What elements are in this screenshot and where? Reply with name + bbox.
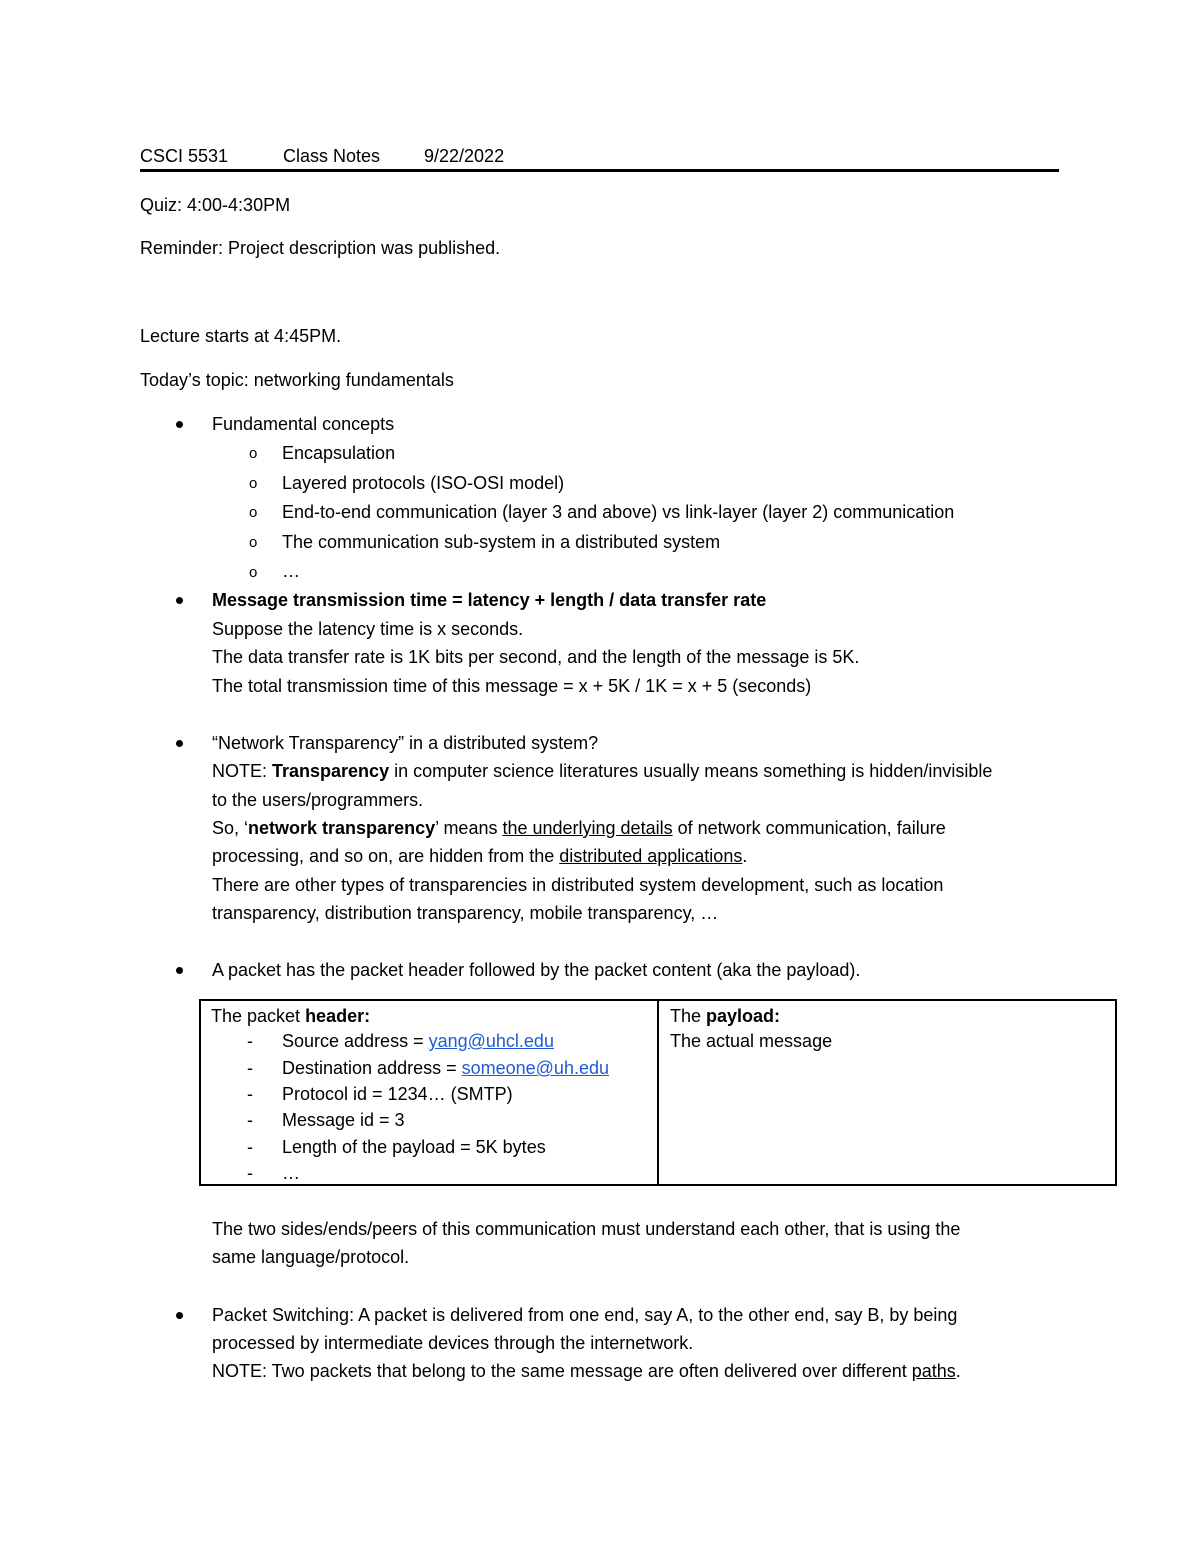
- doc-title: Class Notes: [283, 146, 381, 166]
- packet-after: The two sides/ends/peers of this communication must understand each other, that is using the: [212, 1219, 961, 1239]
- packet-header-label: The packet header:: [211, 1006, 371, 1026]
- dash-marker: -: [247, 1163, 253, 1183]
- payload-length: Length of the payload = 5K bytes: [282, 1137, 546, 1157]
- protocol-id: Protocol id = 1234… (SMTP): [282, 1084, 513, 1104]
- payload-description: The actual message: [670, 1031, 833, 1051]
- sub-bullet-icon: o: [249, 534, 258, 551]
- concept-item: End-to-end communication (layer 3 and above) vs link-layer (layer 2) communication: [282, 502, 955, 522]
- bullet-icon: [176, 740, 183, 747]
- bullet-icon: [176, 967, 183, 974]
- more-fields: …: [282, 1163, 300, 1183]
- switching-note: NOTE: Two packets that belong to the same message are often delivered over different paths.: [212, 1361, 961, 1381]
- payload-label: The payload:: [670, 1006, 781, 1026]
- transmission-formula: Message transmission time = latency + length / data transfer rate: [212, 590, 767, 610]
- destination-address: Destination address = someone@uh.edu: [282, 1058, 609, 1078]
- concept-item: …: [282, 561, 300, 581]
- sub-bullet-icon: o: [249, 475, 258, 492]
- lecture-start: Lecture starts at 4:45PM.: [140, 326, 342, 346]
- transparency-note: NOTE: Transparency in computer science literatures usually means something is hidden/invisible: [212, 761, 993, 781]
- transparency-other-cont: transparency, distribution transparency, mobile transparency, …: [212, 903, 719, 923]
- sub-bullet-icon: o: [249, 564, 258, 581]
- destination-email-link[interactable]: someone@uh.edu: [461, 1058, 609, 1078]
- concept-item: Layered protocols (ISO-OSI model): [282, 473, 565, 493]
- message-id: Message id = 3: [282, 1110, 405, 1130]
- concept-item: The communication sub-system in a distributed system: [282, 532, 721, 552]
- dash-marker: -: [247, 1110, 253, 1130]
- sub-bullet-icon: o: [249, 504, 258, 521]
- dash-marker: -: [247, 1058, 253, 1078]
- transmission-line: The total transmission time of this message = x + 5K / 1K = x + 5 (seconds): [212, 676, 812, 696]
- transparency-note-cont: to the users/programmers.: [212, 790, 424, 810]
- bullet-icon: [176, 1312, 183, 1319]
- header-rule: [140, 169, 1059, 172]
- transmission-line: The data transfer rate is 1K bits per second, and the length of the message is 5K.: [212, 647, 860, 667]
- dash-marker: -: [247, 1137, 253, 1157]
- transparency-question: “Network Transparency” in a distributed system?: [212, 733, 599, 753]
- concepts-label: Fundamental concepts: [212, 414, 395, 434]
- source-address: Source address = yang@uhcl.edu: [282, 1031, 554, 1051]
- bullet-icon: [176, 597, 183, 604]
- transparency-so-cont: processing, and so on, are hidden from the distributed applications.: [212, 846, 748, 866]
- switching-line: Packet Switching: A packet is delivered from one end, say A, to the other end, say B, by being: [212, 1305, 958, 1325]
- transmission-line: Suppose the latency time is x seconds.: [212, 619, 524, 639]
- transparency-so: So, ‘network transparency’ means the underlying details of network communication, failure: [212, 818, 946, 838]
- bullet-icon: [176, 421, 183, 428]
- packet-after-cont: same language/protocol.: [212, 1247, 410, 1267]
- source-email-link[interactable]: yang@uhcl.edu: [428, 1031, 554, 1051]
- packet-table-divider: [657, 999, 659, 1186]
- switching-line: processed by intermediate devices through the internetwork.: [212, 1333, 694, 1353]
- reminder: Reminder: Project description was published.: [140, 238, 501, 258]
- dash-marker: -: [247, 1031, 253, 1051]
- sub-bullet-icon: o: [249, 445, 258, 462]
- course-code: CSCI 5531: [140, 146, 229, 166]
- quiz-time: Quiz: 4:00-4:30PM: [140, 195, 291, 215]
- dash-marker: -: [247, 1084, 253, 1104]
- doc-date: 9/22/2022: [424, 146, 505, 166]
- concept-item: Encapsulation: [282, 443, 396, 463]
- packet-intro: A packet has the packet header followed by the packet content (aka the payload).: [212, 960, 861, 980]
- topic: Today’s topic: networking fundamentals: [140, 370, 454, 390]
- transparency-other: There are other types of transparencies in distributed system development, such as location: [212, 875, 944, 895]
